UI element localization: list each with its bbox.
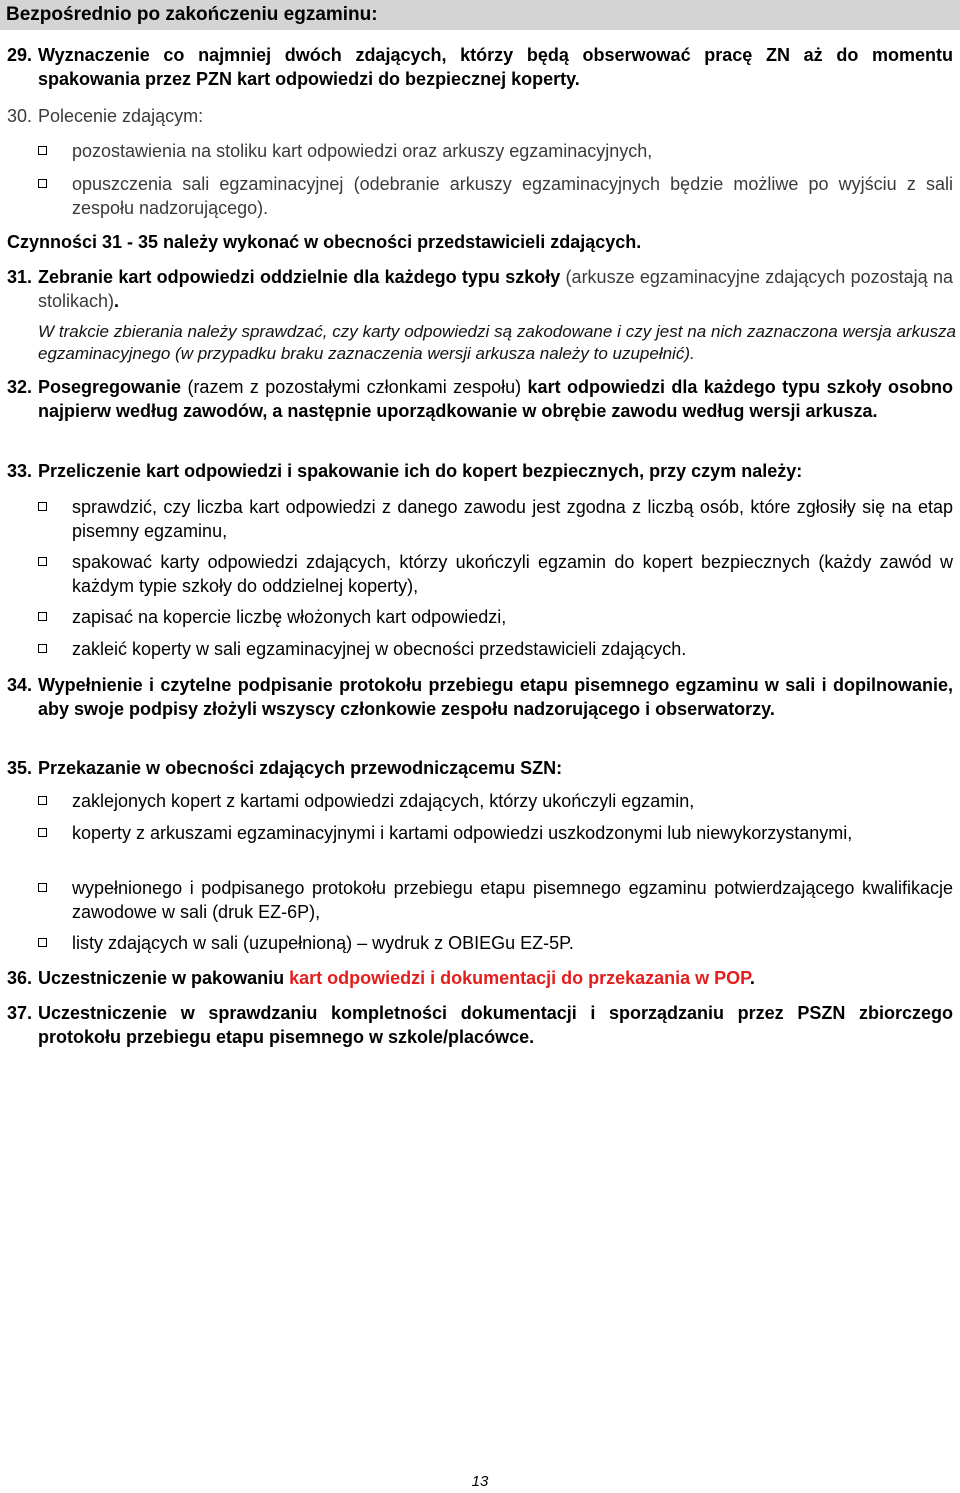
list-item: opuszczenia sali egzaminacyjnej (odebranie arkuszy egzaminacyjnych będzie możliwe po wyjściu z sali zespołu nadzorującego). — [38, 173, 953, 220]
list-item: spakować karty odpowiedzi zdających, którzy ukończyli egzamin do kopert bezpiecznych (każdy zawód w każdym typie szkoły do oddzielnej koperty), — [38, 551, 953, 598]
item-37 — [7, 1002, 953, 1049]
page-number: 13 — [471, 1473, 489, 1490]
checkbox-bullet-icon — [38, 938, 47, 947]
list-item: sprawdzić, czy liczba kart odpowiedzi z danego zawodu jest zgodna z liczbą osób, które zgłosiły się na etap pisemny egzaminu, — [38, 496, 953, 543]
item-31-note: W trakcie zbierania należy sprawdzać, czy karty odpowiedzi są zakodowane i czy jest na nich zaznaczona wersja arkusza egzaminacyjnego (w przypadku braku zaznaczenia wersji arkusza należy to uzupełnić). — [38, 322, 956, 363]
item-32: 32. Posegregowanie (razem z pozostałymi członkami zespołu) kart odpowiedzi dla każdego typu szkoły osobno najpierw według zawodów, a następnie uporządkowanie w obrębie zawodu według wersji arkusza. — [7, 377, 953, 421]
item-number: 32. — [7, 377, 33, 397]
item-34 — [7, 674, 953, 721]
checkbox-bullet-icon — [38, 796, 47, 805]
list-item: wypełnionego i podpisanego protokołu przebiegu etapu pisemnego egzaminu potwierdzającego kwalifikacje zawodowe w sali (druk EZ-6P), — [38, 877, 953, 924]
checkbox-bullet-icon — [38, 502, 47, 511]
checkbox-bullet-icon — [38, 828, 47, 837]
list-item: pozostawienia na stoliku kart odpowiedzi oraz arkuszy egzaminacyjnych, — [38, 140, 953, 164]
item-text: Przekazanie w obecności zdających przewodniczącemu SZN: — [38, 758, 563, 778]
checkbox-bullet-icon — [38, 612, 47, 621]
checkbox-bullet-icon — [38, 883, 47, 892]
checkbox-bullet-icon — [38, 644, 47, 653]
item-36: 36. Uczestniczenie w pakowaniu kart odpowiedzi i dokumentacji do przekazania w POP. — [7, 967, 953, 991]
item-text: Przeliczenie kart odpowiedzi i spakowanie ich do kopert bezpiecznych, przy czym należy: — [38, 461, 803, 481]
item-number: 37. — [7, 1003, 33, 1023]
section-header: Bezpośrednio po zakończeniu egzaminu: — [0, 0, 960, 30]
item-35 — [7, 757, 953, 781]
list-item: zakleić koperty w sali egzaminacyjnej w obecności przedstawicieli zdających. — [38, 638, 953, 662]
checkbox-bullet-icon — [38, 557, 47, 566]
item-text: Uczestniczenie w sprawdzaniu kompletności dokumentacji i sporządzaniu przez PSZN zbiorczego protokołu przebiegu etapu pisemnego w szkole/placówce. — [38, 1003, 953, 1047]
highlighted-text: kart odpowiedzi i dokumentacji do przekazania w POP — [289, 968, 750, 988]
checkbox-bullet-icon — [38, 179, 47, 188]
checkbox-bullet-icon — [38, 146, 47, 155]
item-number: 29. — [7, 45, 33, 65]
list-item: koperty z arkuszami egzaminacyjnymi i kartami odpowiedzi uszkodzonymi lub niewykorzystanymi, — [38, 822, 953, 846]
activities-note: Czynności 31 - 35 należy wykonać w obecności przedstawicieli zdających. — [7, 232, 642, 252]
item-number: 31. — [7, 267, 33, 287]
item-text: Wyznaczenie co najmniej dwóch zdających, którzy będą obserwować pracę ZN aż do momentu spakowania przez PZN kart odpowiedzi do bezpiecznej koperty. — [38, 45, 953, 89]
list-item: zaklejonych kopert z kartami odpowiedzi zdających, którzy ukończyli egzamin, — [38, 790, 953, 814]
item-29 — [7, 44, 953, 91]
item-31: 31. Zebranie kart odpowiedzi oddzielnie dla każdego typu szkoły (arkusze egzaminacyjne zdających pozostają na stolikach). — [7, 267, 953, 311]
list-item: listy zdających w sali (uzupełnioną) – wydruk z OBIEGu EZ-5P. — [38, 932, 953, 956]
item-text: Polecenie zdającym: — [38, 106, 204, 126]
item-number: 30. — [7, 106, 33, 126]
item-number: 35. — [7, 758, 33, 778]
item-text: Wypełnienie i czytelne podpisanie protokołu przebiegu etapu pisemnego egzaminu w sali i dopilnowanie, aby swoje podpisy złożyli wszyscy członkowie zespołu nadzorującego i obserwatorzy. — [38, 675, 953, 719]
item-number: 36. — [7, 968, 33, 988]
item-30 — [7, 105, 953, 129]
item-number: 34. — [7, 675, 33, 695]
item-33 — [7, 460, 953, 484]
list-item: zapisać na kopercie liczbę włożonych kart odpowiedzi, — [38, 606, 953, 630]
item-number: 33. — [7, 461, 33, 481]
